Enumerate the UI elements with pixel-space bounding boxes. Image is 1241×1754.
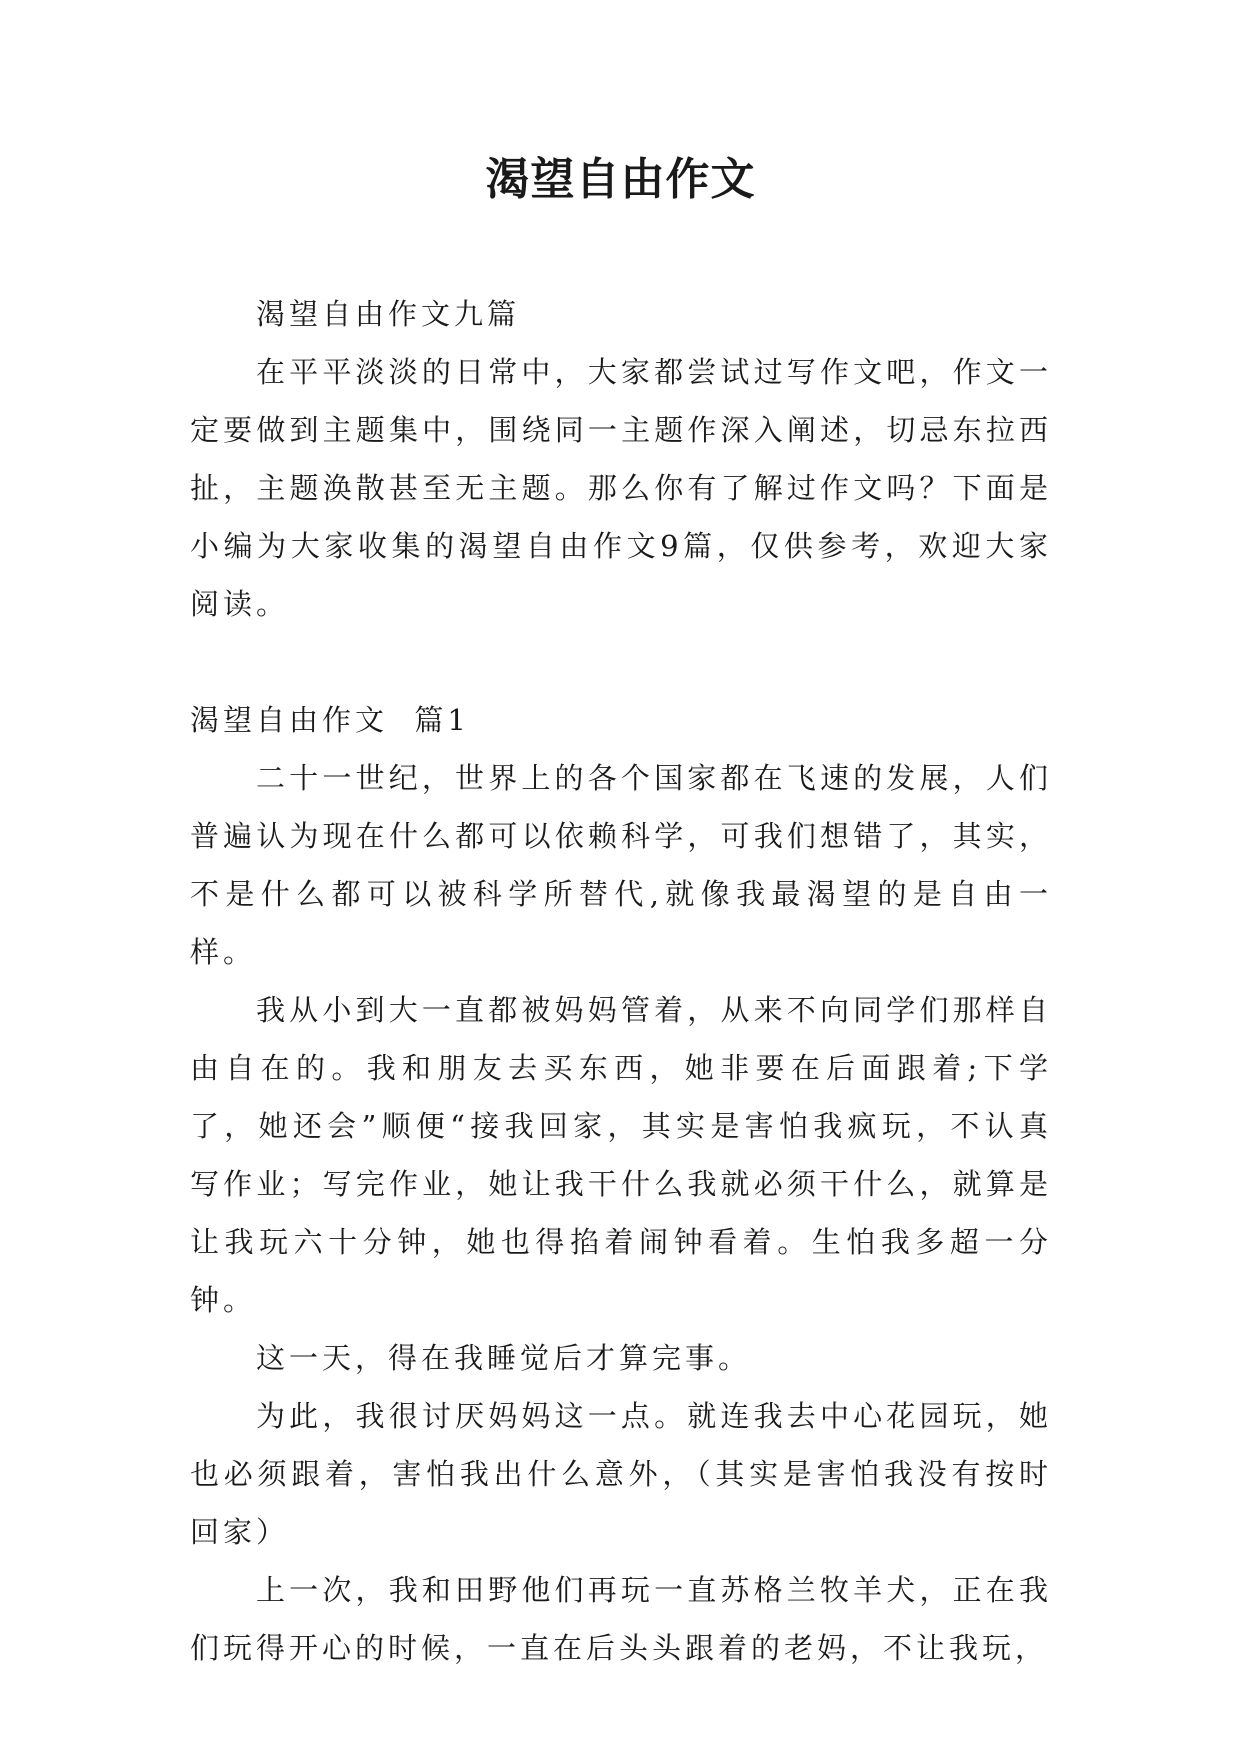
intro-subtitle: 渴望自由作文九篇: [256, 297, 521, 331]
section-paragraph: 上一次，我和田野他们再玩一直苏格兰牧羊犬，正在我们玩得开心的时候，一直在后头头跟着的老妈，不让我玩，: [190, 1573, 1052, 1665]
section-paragraph: 为此，我很讨厌妈妈这一点。就连我去中心花园玩，她也必须跟着，害怕我出什么意外，（其实是害怕我没有按时回家）: [190, 1399, 1052, 1549]
section-heading: 渴望自由作文 篇1: [190, 703, 470, 737]
section-paragraph: 二十一世纪，世界上的各个国家都在飞速的发展，人们普遍认为现在什么都可以依赖科学，可我们想错了，其实，不是什么都可以被科学所替代,就像我最渴望的是自由一样。: [190, 761, 1052, 969]
intro-paragraph: 在平平淡淡的日常中，大家都尝试过写作文吧，作文一定要做到主题集中，围绕同一主题作深入阐述，切忌东拉西扯，主题涣散甚至无主题。那么你有了解过作文吗？下面是小编为大家收集的渴望自由作文9篇，仅供参考，欢迎大家阅读。: [190, 355, 1052, 621]
document-body: [190, 285, 1052, 1677]
section-paragraph: 这一天，得在我睡觉后才算完事。: [256, 1341, 752, 1375]
document-title: 渴望自由作文: [485, 154, 756, 205]
section-paragraph: 我从小到大一直都被妈妈管着，从来不向同学们那样自由自在的。我和朋友去买东西，她非要在后面跟着;下学了，她还会”顺便“接我回家，其实是害怕我疯玩，不认真写作业；写完作业，她让我干什么我就必须干什么，就算是让我玩六十分钟，她也得掐着闹钟看着。生怕我多超一分钟。: [190, 993, 1052, 1317]
